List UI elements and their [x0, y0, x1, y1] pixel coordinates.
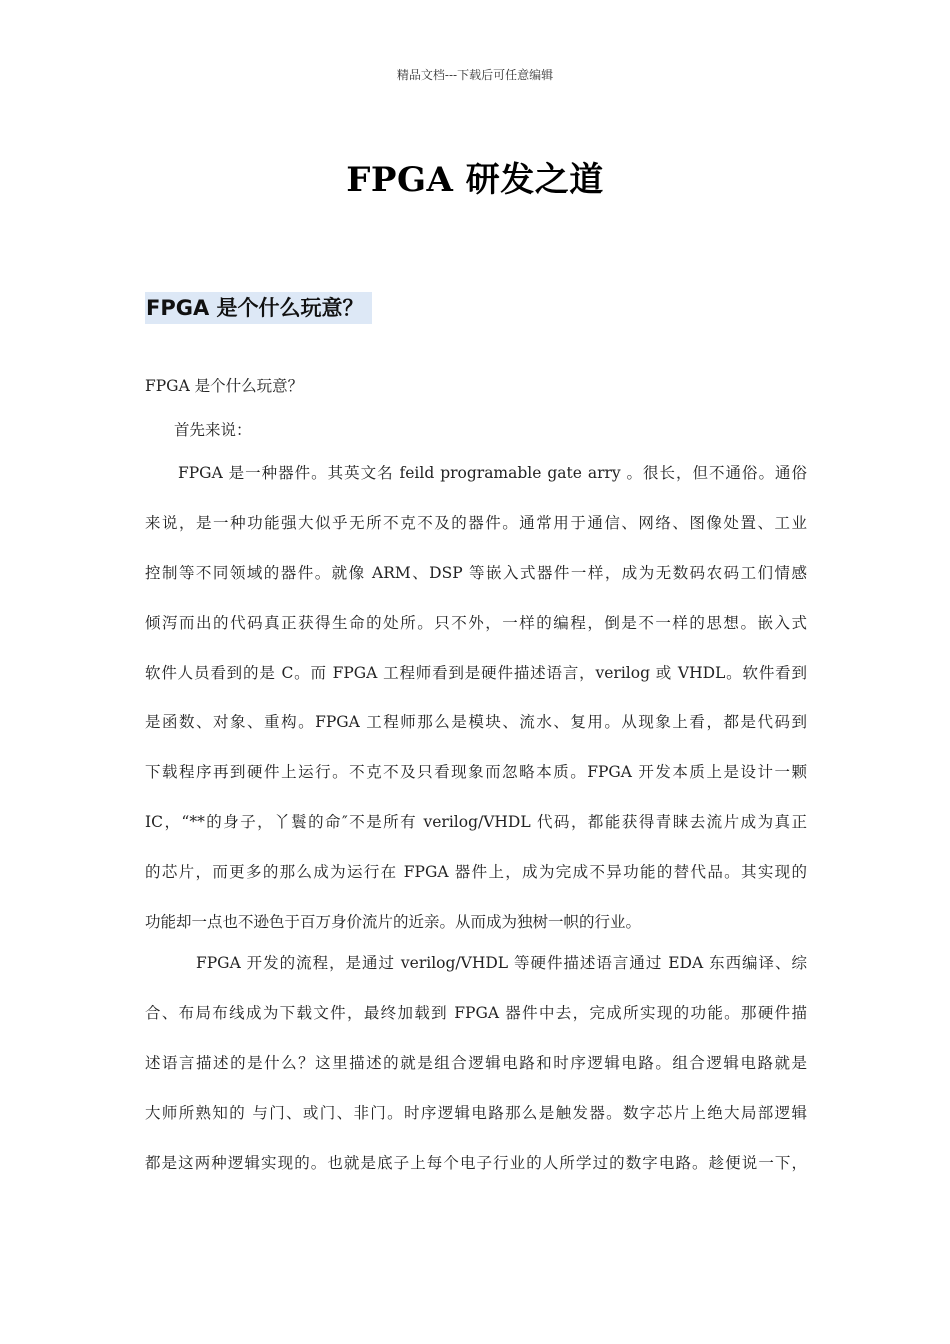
paragraph-line: 控制等不同领域的器件。就像 ARM、DSP 等嵌入式器件一样，成为无数码农码工们情感 — [145, 563, 807, 582]
paragraph-line: FPGA 开发的流程，是通过 verilog/VHDL 等硬件描述语言通过 EDA 东西编译、综 — [196, 954, 807, 972]
paragraph-line: 述语言描述的是什么？这里描述的就是组合逻辑电路和时序逻辑电路。组合逻辑电路就是 — [145, 1053, 807, 1072]
document-title: FPGA 研发之道 — [346, 160, 604, 200]
intro-line: 首先来说： — [174, 421, 252, 439]
paragraph-line: IC，“**的身子，丫鬟的命″不是所有 verilog/VHDL 代码，都能获得青睐去流片成为真正 — [145, 813, 807, 832]
paragraph-line: 功能却一点也不逊色于百万身价流片的近亲。从而成为独树一帜的行业。 — [145, 913, 642, 932]
body-first-line: FPGA 是个什么玩意？ — [145, 377, 304, 395]
paragraph-line: 合、布局布线成为下载文件，最终加载到 FPGA 器件中去，完成所实现的功能。那硬件描 — [145, 1003, 807, 1022]
paragraph-line: 的芯片，而更多的那么成为运行在 FPGA 器件上，成为完成不异功能的替代品。其实现的 — [145, 863, 807, 882]
paragraph-line: 都是这两种逻辑实现的。也就是底子上每个电子行业的人所学过的数字电路。趁便说一下， — [145, 1153, 807, 1172]
paragraph-line: 大师所熟知的 与门、或门、非门。时序逻辑电路那么是触发器。数字芯片上绝大局部逻辑 — [145, 1103, 807, 1122]
paragraph-line: 下载程序再到硬件上运行。不克不及只看现象而忽略本质。FPGA 开发本质上是设计一颗 — [145, 763, 807, 782]
paragraph-line: FPGA 是一种器件。其英文名 feild programable gate arry 。很长，但不通俗。通俗 — [178, 464, 807, 482]
paragraph-line: 倾泻而出的代码真正获得生命的处所。只不外，一样的编程，倒是不一样的思想。嵌入式 — [145, 613, 807, 632]
paragraph-2 — [145, 952, 807, 1201]
paragraph-line: 来说，是一种功能强大似乎无所不克不及的器件。通常用于通信、网络、图像处置、工业 — [145, 513, 807, 532]
header-note: 精品文档---下载后可任意编辑 — [396, 68, 554, 82]
paragraph-line: 是函数、对象、重构。FPGA 工程师那么是模块、流水、复用。从现象上看，都是代码到 — [145, 713, 807, 732]
section-heading: FPGA 是个什么玩意？ — [145, 292, 372, 324]
paragraph-1 — [145, 462, 807, 961]
paragraph-line: 软件人员看到的是 C。而 FPGA 工程师看到是硬件描述语言，verilog 或 VHDL。软件看到 — [145, 663, 807, 682]
